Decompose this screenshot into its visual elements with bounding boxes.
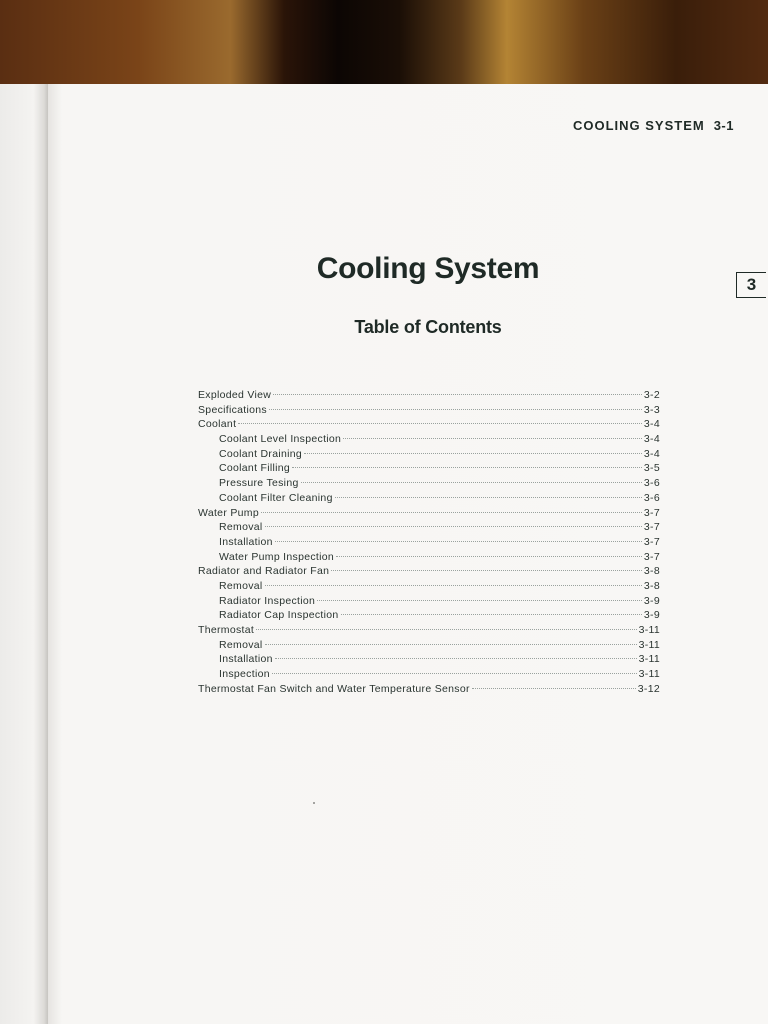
toc-entry-label: Radiator and Radiator Fan <box>198 565 330 578</box>
toc-entry-label: Radiator Inspection <box>219 594 316 607</box>
toc-entry-page: 3-12 <box>637 682 660 695</box>
toc-entry-page: 3-8 <box>643 565 660 578</box>
facing-page-edge <box>0 84 48 1024</box>
toc-entry-page: 3-6 <box>643 491 660 504</box>
toc-dot-leader <box>275 541 642 542</box>
toc-entry <box>198 652 660 667</box>
toc-entry <box>198 535 660 550</box>
toc-entry-page: 3-11 <box>638 624 660 636</box>
toc-dot-leader <box>273 394 642 395</box>
manual-page <box>48 84 768 1024</box>
toc-entry-label: Water Pump Inspection <box>219 550 335 563</box>
toc-dot-leader <box>304 453 642 454</box>
table-of-contents <box>198 388 660 696</box>
toc-entry <box>198 579 660 594</box>
toc-dot-leader <box>265 585 642 586</box>
toc-entry <box>198 608 660 623</box>
toc-entry-label: Installation <box>219 535 273 548</box>
toc-dot-leader <box>301 482 642 483</box>
toc-entry-label: Inspection <box>219 668 270 681</box>
background-table-surface <box>0 0 768 84</box>
toc-entry-label: Thermostat Fan Switch and Water Temperature Sensor <box>198 682 470 695</box>
toc-entry <box>198 403 660 418</box>
toc-entry <box>198 417 660 432</box>
toc-entry-label: Water Pump <box>198 506 259 519</box>
toc-entry-page: 3-11 <box>638 668 660 681</box>
toc-entry-label: Radiator Cap Inspection <box>219 609 339 622</box>
toc-entry-page: 3-4 <box>643 433 660 446</box>
toc-dot-leader <box>335 497 642 498</box>
toc-dot-leader <box>317 600 642 601</box>
toc-entry-label: Removal <box>219 579 263 592</box>
toc-entry-label: Thermostat <box>198 624 255 636</box>
toc-entry-label: Exploded View <box>198 389 272 401</box>
toc-entry-page: 3-11 <box>638 638 660 651</box>
toc-entry <box>198 388 660 403</box>
toc-entry-label: Coolant Filling <box>219 462 291 475</box>
toc-entry <box>198 667 660 682</box>
header-section: COOLING SYSTEM <box>572 118 705 133</box>
toc-entry <box>198 550 660 565</box>
toc-dot-leader <box>272 673 637 674</box>
print-speck <box>313 802 315 804</box>
toc-entry <box>198 476 660 491</box>
toc-heading: Table of Contents <box>354 317 502 337</box>
toc-entry-label: Removal <box>219 638 263 651</box>
toc-entry-label: Coolant <box>198 418 237 431</box>
toc-entry-label: Coolant Draining <box>219 447 303 460</box>
toc-dot-leader <box>238 423 642 424</box>
toc-dot-leader <box>472 688 636 689</box>
toc-entry <box>198 461 660 476</box>
toc-entry-page: 3-9 <box>643 609 660 622</box>
toc-entry-page: 3-5 <box>643 462 660 475</box>
toc-entry-page: 3-2 <box>643 389 660 401</box>
toc-entry-page: 3-8 <box>643 579 660 592</box>
toc-entry <box>198 564 660 579</box>
toc-entry-page: 3-4 <box>643 418 660 431</box>
toc-entry-page: 3-7 <box>643 521 660 534</box>
toc-entry-label: Coolant Level Inspection <box>219 433 342 446</box>
page-title: Cooling System <box>316 252 540 285</box>
running-header <box>573 118 734 133</box>
toc-dot-leader <box>292 467 642 468</box>
toc-entry-page: 3-11 <box>638 653 660 666</box>
toc-entry <box>198 594 660 609</box>
toc-dot-leader <box>336 556 642 557</box>
toc-entry <box>198 447 660 462</box>
toc-entry-page: 3-7 <box>643 550 660 563</box>
toc-dot-leader <box>341 614 642 615</box>
toc-dot-leader <box>331 570 642 571</box>
toc-entry-page: 3-9 <box>643 594 660 607</box>
toc-entry-label: Specifications <box>198 403 267 416</box>
toc-entry-page: 3-7 <box>643 535 660 548</box>
chapter-tab: 3 <box>736 272 766 298</box>
toc-dot-leader <box>343 438 642 439</box>
toc-entry-page: 3-6 <box>643 477 660 490</box>
toc-dot-leader <box>256 629 636 630</box>
toc-entry <box>198 432 660 447</box>
toc-entry <box>198 506 660 521</box>
toc-entry <box>198 638 660 653</box>
toc-entry-label: Coolant Filter Cleaning <box>219 491 333 504</box>
toc-dot-leader <box>265 526 642 527</box>
toc-entry-label: Removal <box>219 521 263 534</box>
toc-entry <box>198 623 660 638</box>
toc-entry-label: Pressure Tesing <box>219 477 299 490</box>
toc-dot-leader <box>265 644 637 645</box>
header-page-number: 3-1 <box>713 118 734 133</box>
toc-entry-page: 3-4 <box>643 447 660 460</box>
toc-entry <box>198 491 660 506</box>
toc-dot-leader <box>261 512 642 513</box>
toc-entry-page: 3-3 <box>643 403 660 416</box>
toc-entry-label: Installation <box>219 653 273 666</box>
toc-dot-leader <box>275 658 637 659</box>
toc-entry-page: 3-7 <box>643 506 660 519</box>
toc-entry <box>198 520 660 535</box>
toc-entry <box>198 682 660 697</box>
toc-dot-leader <box>269 409 642 410</box>
